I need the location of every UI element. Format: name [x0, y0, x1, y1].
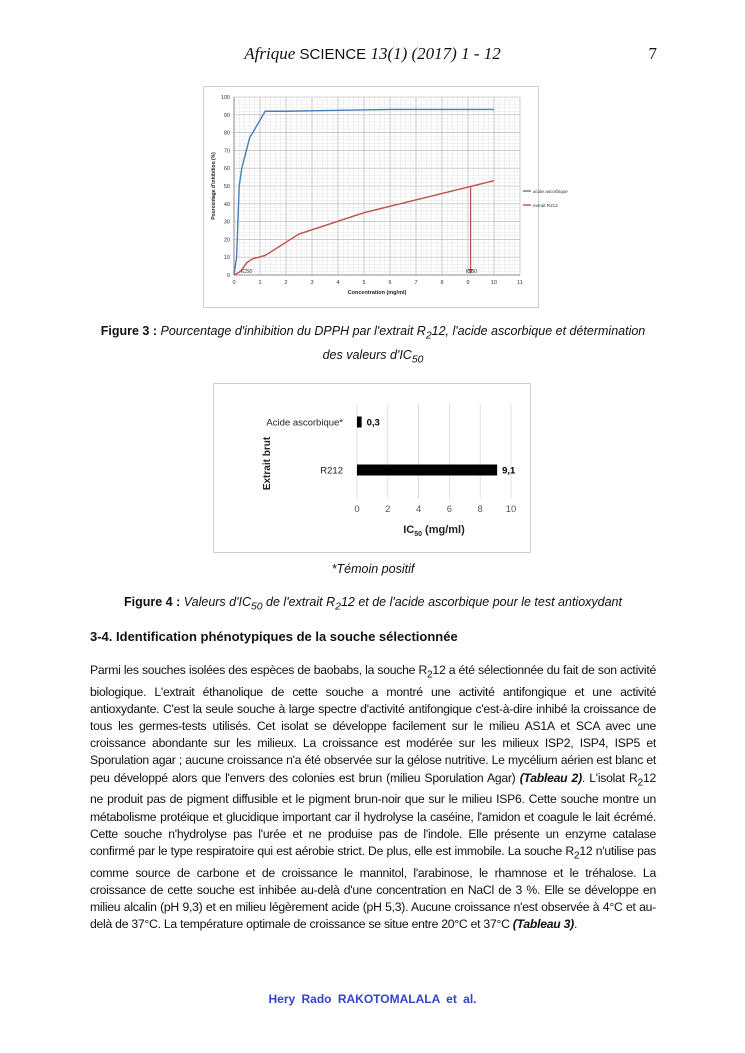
figure-4-note: *Témoin positif [331, 562, 415, 576]
ic50-bar-chart [214, 384, 530, 552]
x-tick-label: 10 [490, 280, 498, 286]
y-tick-label: 90 [223, 112, 230, 119]
journal-science: SCIENCE [299, 46, 367, 63]
x-tick-label: 10 [505, 504, 517, 515]
table-2-reference: (Tableau 2) [519, 770, 582, 785]
legend-label: extrait R212 [533, 203, 558, 208]
bar-category-label: R212 [320, 465, 343, 477]
figure-4-label: Figure 4 : [124, 595, 181, 609]
x-tick-label: 5 [362, 280, 366, 286]
footer-authors: Hery Rado RAKOTOMALALA et al. [268, 992, 477, 1006]
y-tick-label: 50 [223, 184, 230, 190]
x-tick-label: 1 [258, 280, 262, 286]
y-tick-label: 30 [223, 219, 230, 226]
x-axis-title: Concentration (mg/ml) [347, 290, 407, 296]
x-tick-label: 2 [385, 504, 391, 515]
annotation-ic50-r212: IC50 [465, 269, 478, 275]
y-tick-label: 40 [223, 201, 230, 208]
figure-3-chart [203, 86, 568, 308]
figure-4-caption: Figure 4 : Valeurs $d'IC_{50}$ de l'extrait $R_212$ et de l'acide ascorbique pour le test antioxydant [124, 595, 622, 613]
bar [357, 465, 497, 476]
legend-label: acide ascorbique [533, 189, 568, 194]
x-tick-label: 4 [415, 504, 422, 515]
running-header [0, 44, 745, 64]
body-paragraph: Parmi les souches isolées des espèces de baobabs, la souche $R_212$ a été sélectionnée du fait de son activité biologique. L'extrait éthanolique de cette souche a montré une activité antifongique et une activité antioxydante. C'est la seule souche à large spectre d'activité antifongique c'est-à-dire inhibé la croissance de tous les germes-tests utilisés. Cet isolat se développe facilement sur le milieu AS1A et SCA avec une croissance abondante sur les milieux. La croissance est modérée sur les milieux ISP2, ISP4, ISP5 et Sporulation agar ; aucune croissance n'a été observée sur la gélose nutritive. Le mycélium aérien est blanc et peu développé alors que l'envers des colonies est brun (milieu Sporulation Agar) (Tableau 2). L'isolat $R_212$ ne produit pas de pigment diffusible et le pigment brun-noir que sur le milieu ISP6. Cette souche montre un métabolisme protéique et glucidique important car il hydrolyse la caséine, l'amidon et coagule le lait écrémé. Cette souche n'hydrolyse pas l'urée et ne produise pas de l'indole. Elle présente un enzyme catalase confirmé par le type respiratoire qui est aérobie strict. De plus, elle est immobile. La souche $R_212$ n'utilise pas comme source de carbone et de croissance le mannitol, l'arabinose, le rhamnose et le tréhalose. La croissance de cette souche est inhibée au-delà d'une concentration en NaCl de 3 %. Elle se développe en milieu alcalin (pH 9,3) et en milieu légèrement acide (pH 5,3). Aucune croissance n'est observée à 4°C et au-delà de 37°C. La température optimale de croissance se situe entre 20°C et 37°C (Tableau 3). [90, 663, 656, 932]
page-number: 7 [648, 44, 657, 63]
x-tick-label: 8 [440, 280, 444, 286]
table-3-reference: (Tableau 3) [512, 917, 574, 932]
x-axis-title: $IC_{50}$ (mg/ml) [403, 524, 465, 538]
x-tick-label: 9 [466, 280, 470, 286]
y-tick-label: 20 [223, 237, 230, 244]
journal-issue: 13(1) (2017) 1 - 12 [370, 44, 501, 63]
y-tick-label: 0 [226, 273, 230, 279]
section-heading: 3-4. Identification phénotypiques de la souche sélectionnée [90, 629, 458, 644]
x-tick-label: 7 [414, 280, 418, 286]
x-tick-label: 8 [477, 504, 483, 515]
annotation-ic50-ascorbic: IC50 [240, 269, 253, 275]
y-tick-label: 70 [223, 148, 230, 155]
figure-4-chart [213, 383, 531, 553]
x-tick-label: 2 [284, 280, 288, 286]
x-tick-label: 6 [446, 504, 453, 515]
bar-category-label: Acide ascorbique* [266, 417, 343, 429]
inhibition-line-chart [204, 87, 568, 307]
bar-value-label: 0,3 [366, 417, 380, 429]
x-tick-label: 6 [388, 280, 392, 286]
y-axis-title: Pourcentage d'inhibition (%) [211, 152, 217, 220]
figure-3-caption: Figure 3 : Pourcentage d'inhibition du DPPH par l'extrait $R_212$, l'acide ascorbique et détermination des valeurs $d'IC_{50}$ [100, 324, 646, 365]
y-axis-title: Extrait brut [262, 436, 273, 491]
bar-value-label: 9,1 [502, 465, 516, 477]
x-tick-label: 11 [517, 280, 523, 286]
y-tick-label: 80 [223, 130, 230, 137]
x-tick-label: 0 [232, 280, 236, 286]
x-tick-label: 0 [354, 504, 360, 515]
y-tick-label: 60 [223, 166, 230, 173]
x-tick-label: 3 [310, 280, 314, 286]
figure-3-label: Figure 3 : [100, 324, 157, 338]
y-tick-label: 100 [220, 95, 230, 101]
y-tick-label: 10 [223, 255, 230, 262]
x-tick-label: 4 [336, 280, 340, 286]
bar [357, 417, 362, 428]
journal-name: Afrique [244, 44, 296, 63]
